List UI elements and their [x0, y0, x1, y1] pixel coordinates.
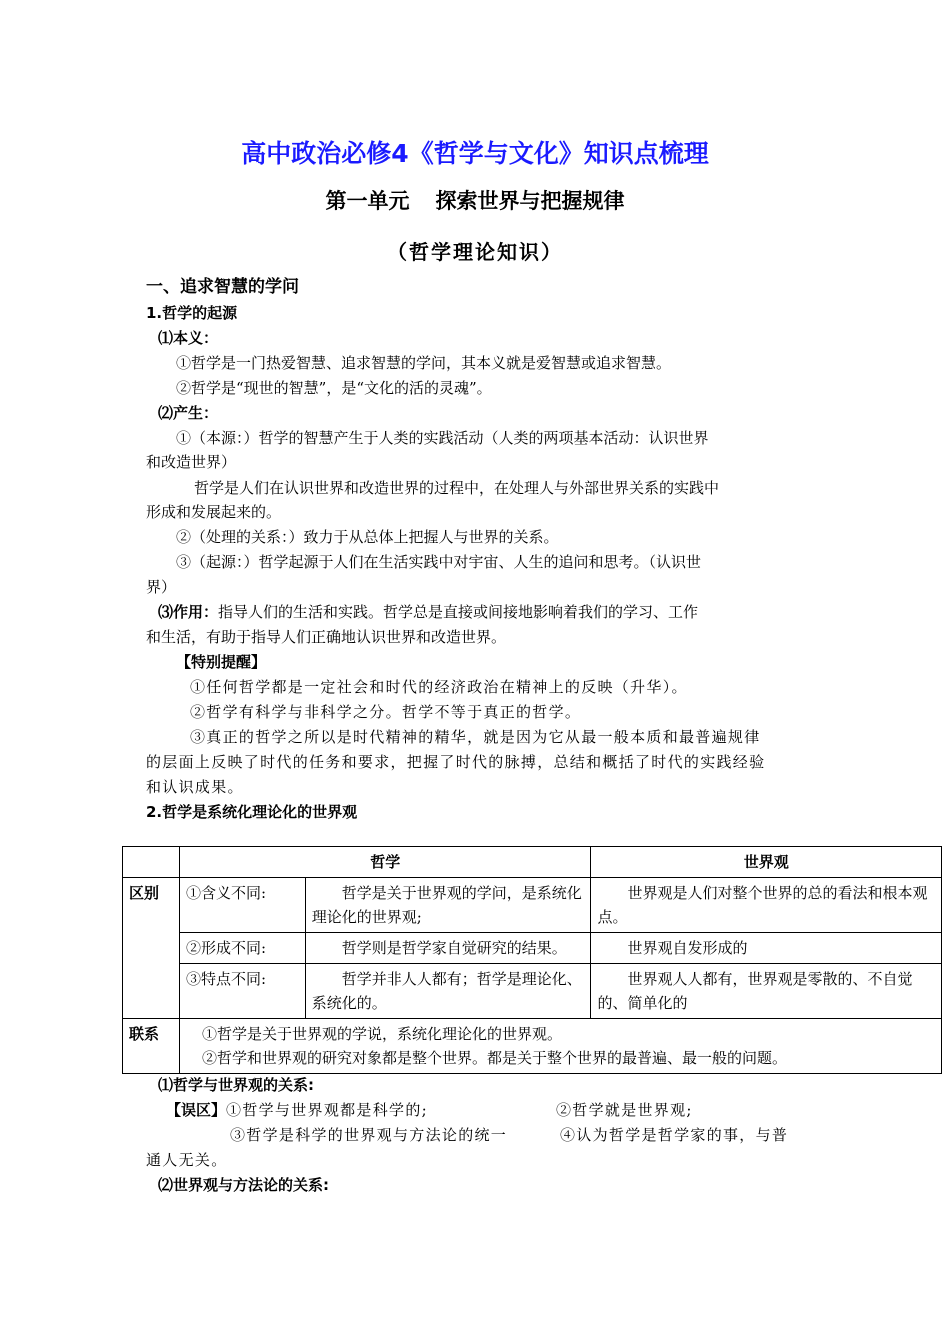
misconception-1: ①哲学与世界观都是科学的;: [226, 1101, 428, 1119]
link-content: [179, 1019, 941, 1074]
row-philosophy: 哲学则是哲学家自觉研究的结果。: [305, 933, 591, 964]
reminder-item-1: ①任何哲学都是一定社会和时代的经济政治在精神上的反映（升华）。: [190, 678, 688, 696]
table-row: [123, 933, 942, 964]
function-line-1: [158, 602, 698, 622]
header-philosophy: 哲学: [179, 847, 590, 878]
subtitle: （哲学理论知识）: [387, 240, 563, 264]
meaning-item-1: ①哲学是一门热爱智慧、追求智慧的学问，其本义就是爱智慧或追求智慧。: [176, 354, 672, 372]
relation-label: ⑴哲学与世界观的关系:: [158, 1076, 314, 1094]
misconception-4a: ④认为哲学是哲学家的事，与普: [560, 1126, 789, 1144]
misconception-3: ③哲学是科学的世界观与方法论的统一: [230, 1126, 508, 1144]
row-worldview: 世界观人人都有，世界观是零散的、不自觉的、简单化的: [591, 964, 942, 1019]
row-key: ③特点不同:: [179, 964, 305, 1019]
function-text-b: 和生活，有助于指导人们正确地认识世界和改造世界。: [146, 628, 507, 646]
misconception-2: ②哲学就是世界观;: [556, 1101, 693, 1119]
reminder-item-3b: 的层面上反映了时代的任务和要求，把握了时代的脉搏，总结和概括了时代的实践经验: [146, 753, 766, 771]
header-worldview: 世界观: [591, 847, 942, 878]
row-worldview: 世界观自发形成的: [591, 933, 942, 964]
misconception-line-1: [166, 1100, 428, 1120]
link-label: 联系: [123, 1019, 180, 1074]
section-heading: 一、追求智慧的学问: [146, 277, 299, 297]
meaning-item-2: ②哲学是“现世的智慧”，是“文化的活的灵魂”。: [176, 379, 492, 397]
comparison-table: [122, 846, 942, 1074]
row-key: ②形成不同:: [179, 933, 305, 964]
unit-number: 第一单元: [325, 189, 410, 213]
origin-item-3a: ③（起源：）哲学起源于人们在生活实践中对宇宙、人生的追问和思考。（认识世: [176, 553, 702, 571]
row-key: ①含义不同:: [179, 878, 305, 933]
reminder-item-3a: ③真正的哲学之所以是时代精神的精华，就是因为它从最一般本质和最普遍规律: [190, 728, 761, 746]
header-empty-cell: [123, 847, 180, 878]
origin-item-2: ②（处理的关系：）致力于从总体上把握人与世界的关系。: [176, 528, 559, 546]
origin-label: ⑵产生：: [158, 404, 219, 422]
table-link-row: [123, 1019, 942, 1074]
unit-name: 探索世界与把握规律: [435, 189, 625, 213]
row-philosophy: 哲学是关于世界观的学问，是系统化理论化的世界观;: [305, 878, 591, 933]
meaning-label: ⑴本义：: [158, 329, 219, 347]
subsection-worldview: 2.哲学是系统化理论化的世界观: [146, 803, 358, 821]
link-item-2: ②哲学和世界观的研究对象都是整个世界。都是关于整个世界的最普遍、最一般的问题。: [201, 1049, 787, 1067]
method-label: ⑵世界观与方法论的关系:: [158, 1176, 329, 1194]
function-text-a: 指导人们的生活和实践。哲学总是直接或间接地影响着我们的学习、工作: [218, 603, 699, 621]
reminder-item-2: ②哲学有科学与非科学之分。哲学不等于真正的哲学。: [190, 703, 582, 721]
reminder-item-3c: 和认识成果。: [146, 778, 244, 796]
row-worldview: 世界观是人们对整个世界的总的看法和根本观点。: [591, 878, 942, 933]
unit-heading: [0, 185, 950, 215]
table-row: [123, 878, 942, 933]
origin-item-1d: 形成和发展起来的。: [146, 503, 282, 521]
table-row: [123, 964, 942, 1019]
origin-item-1b: 和改造世界）: [146, 453, 237, 471]
link-item-1: ①哲学是关于世界观的学说，系统化理论化的世界观。: [201, 1025, 562, 1043]
function-label: ⑶作用：: [158, 603, 219, 621]
origin-item-1c: 哲学是人们在认识世界和改造世界的过程中，在处理人与外部世界关系的实践中: [194, 479, 720, 497]
misconception-label: 【误区】: [166, 1101, 227, 1119]
document-title: 高中政治必修4《哲学与文化》知识点梳理: [241, 139, 709, 168]
table-header-row: [123, 847, 942, 878]
row-philosophy: 哲学并非人人都有；哲学是理论化、系统化的。: [305, 964, 591, 1019]
difference-label: 区别: [123, 878, 180, 1019]
misconception-4b: 通人无关。: [146, 1151, 228, 1169]
origin-item-3b: 界）: [146, 578, 177, 596]
reminder-label: 【特别提醒】: [176, 653, 267, 671]
subsection-origin: 1.哲学的起源: [146, 304, 238, 322]
origin-item-1a: ①（本源：）哲学的智慧产生于人类的实践活动（人类的两项基本活动：认识世界: [176, 429, 709, 447]
